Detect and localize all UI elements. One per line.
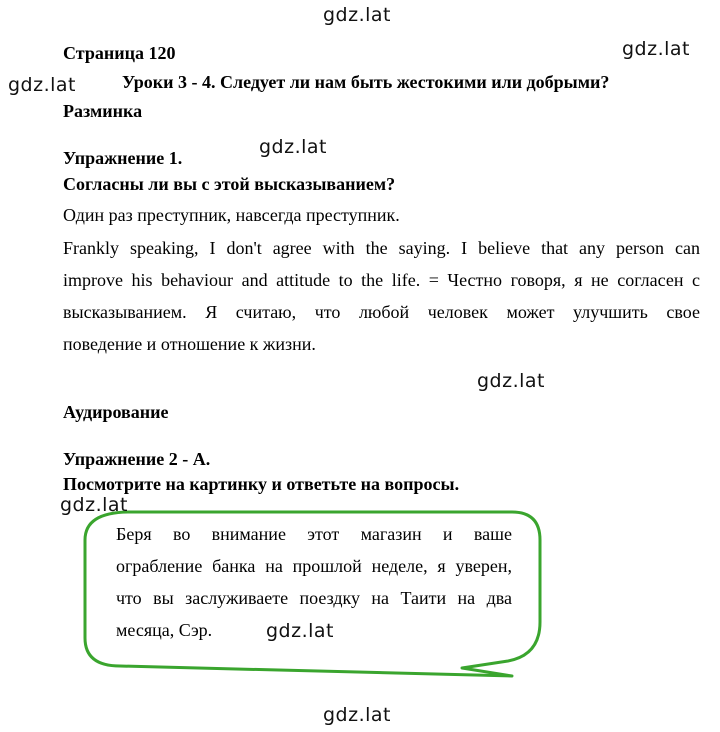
answer-line: improve his behaviour and attitude to the life. = Честно говоря, я не согласен с [63,270,700,290]
exercise-1-title: Упражнение 1. [63,148,183,168]
bubble-line: месяца, Сэр. [116,620,213,640]
watermark: gdz.lat [8,74,77,96]
watermark: gdz.lat [266,620,335,642]
bubble-line: ограбление банка на прошлой неделе, я уверен, [116,556,512,576]
bubble-line: что вы заслуживаете поездку на Таити на два [116,588,512,608]
exercise-2a-title: Упражнение 2 - А. [63,449,211,469]
exercise-1-question: Согласны ли вы с этой высказыванием? [63,174,396,194]
watermark: gdz.lat [622,38,691,60]
watermark: gdz.lat [323,4,392,26]
answer-paragraph [63,232,700,360]
answer-line: Frankly speaking, I don't agree with the saying. I believe that any person can [63,238,700,258]
watermark: gdz.lat [259,136,328,158]
section-heading-listening: Аудирование [63,402,169,422]
bubble-line: Беря во внимание этот магазин и ваше [116,524,512,544]
section-heading-warmup: Разминка [63,101,143,121]
watermark: gdz.lat [60,494,129,516]
watermark: gdz.lat [323,704,392,726]
answer-line: поведение и отношение к жизни. [63,334,316,354]
answer-line: высказыванием. Я считаю, что любой человек может улучшить свое [63,302,700,322]
watermark: gdz.lat [477,370,546,392]
exercise-2a-instruction: Посмотрите на картинку и ответьте на вопросы. [63,474,460,494]
lesson-title: Уроки 3 - 4. Следует ли нам быть жестокими или добрыми? [122,72,610,92]
saying-text: Один раз преступник, навсегда преступник. [63,205,400,225]
page-number-label: Страница 120 [63,43,176,63]
speech-bubble-text [116,518,512,646]
